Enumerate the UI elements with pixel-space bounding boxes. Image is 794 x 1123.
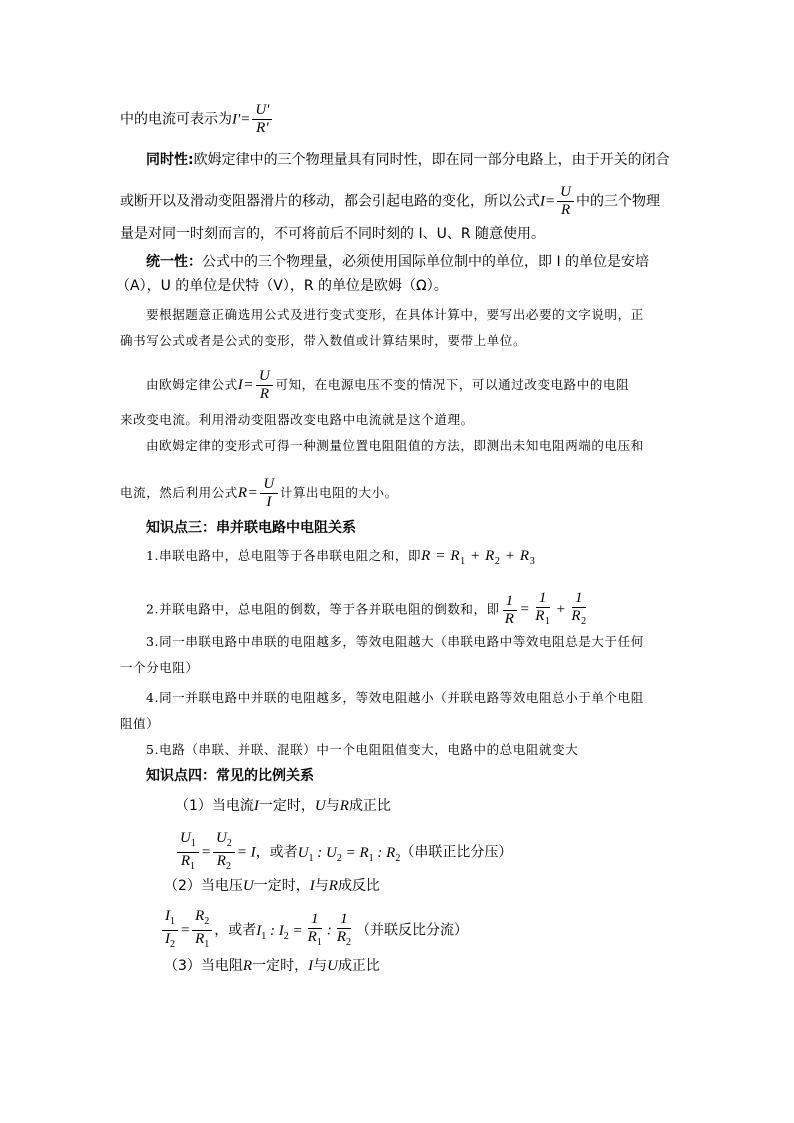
note-1-line-2	[120, 331, 526, 351]
text: 中的三个物理	[575, 193, 660, 210]
note-1-line-1	[146, 305, 644, 325]
heading-simultaneity: 同时性:	[146, 152, 194, 168]
equals: =	[545, 193, 556, 210]
line-current-expression	[120, 102, 274, 137]
numerator: U	[260, 476, 277, 494]
rule-4-line-1	[146, 688, 644, 708]
var-i: I	[237, 377, 244, 393]
fraction-u-i	[260, 476, 277, 511]
numerator: U'	[252, 102, 272, 120]
text: 3.同一串联电路中串联的电阻越多，等效电阻越大（串联电路中等效电阻总是大于任何	[146, 634, 644, 649]
section-heading-3	[146, 518, 356, 538]
text: 知识点四：常见的比例关系	[146, 768, 314, 784]
simultaneity-line-3	[120, 224, 545, 244]
rule-5	[146, 740, 578, 760]
fraction-u-r	[256, 368, 273, 403]
fraction-1-r2: $\frac{1}{R_2}$	[571, 590, 587, 627]
ratio-formula-1: $\frac{U_1}{R_1}$ = $\frac{U_2}{R_2}$ = I，或者$U_1$ : $U_2 = R_1$ : $R_2$（串联正比分压）	[175, 830, 512, 875]
denominator: I	[266, 494, 272, 510]
text: 1.串联电路中，总电阻等于各串联电阻之和，即	[146, 548, 422, 563]
equals: =	[240, 111, 251, 128]
text: 阻值）	[120, 716, 160, 731]
ratio-case-1: （1）当电流I一定时，U与R成正比	[175, 798, 391, 814]
uniformity-line-1	[146, 252, 649, 272]
fraction-1-r1: $\frac{1}{R_1}$	[307, 910, 322, 948]
fraction-1-r1: $\frac{1}{R_1}$	[535, 590, 551, 627]
formula-series: $R = R_1 + R_2 + R_3$	[421, 548, 536, 567]
denominator: R	[560, 202, 571, 218]
text: 电流，然后利用公式	[120, 485, 238, 500]
fraction-i1-i2: $\frac{I_1}{I_2}$	[162, 908, 178, 953]
text: 一个分电阻）	[120, 660, 199, 675]
text: 或断开以及滑动变阻器滑片的移动，都会引起电路的变化，所以公式	[120, 193, 540, 210]
note-2-line-1	[146, 368, 629, 403]
fraction-u1-r1: $\frac{U_1}{R_1}$	[177, 830, 199, 875]
fraction-1-r: $\frac{1}{R}$	[502, 593, 518, 628]
fraction-1-r2: $\frac{1}{R_2}$	[336, 910, 352, 948]
ratio-case-3: （3）当电阻R一定时，I与U成正比	[164, 958, 380, 974]
note-3-line-1	[146, 436, 644, 456]
fraction-u2-r2: $\frac{U_2}{R_2}$	[213, 830, 235, 875]
denominator: R'	[256, 120, 269, 136]
numerator: U	[557, 184, 574, 202]
text: 中的电流可表示为	[120, 111, 232, 128]
text: 确书写公式或者是公式的变形，带入数值或计算结果时，要带上单位。	[120, 333, 527, 348]
section-heading-4	[146, 766, 314, 786]
ratio-formula-2: $\frac{I_1}{I_2}$ = $\frac{R_2}{R_1}$ ，或者$I_1$ : $I_2$ = $\frac{1}{R_1}$ : $\frac{1}{R_2}$ （并联反比分流）	[160, 908, 468, 953]
var-r: R	[237, 485, 248, 501]
uniformity-line-2	[116, 276, 448, 296]
equals: =	[247, 485, 259, 501]
parallel-rule	[146, 590, 592, 630]
note-2-line-2	[120, 410, 474, 430]
text: 计算出电阻的大小。	[279, 485, 398, 500]
text: 2.并联电路中，总电阻的倒数，等于各并联电阻的倒数和，即	[146, 601, 500, 617]
text: 要根据题意正确选用公式及进行变式变形，在具体计算中，要写出必要的文字说明，正	[146, 307, 644, 322]
simultaneity-line-1	[146, 150, 670, 170]
text: 可知，在电源电压不变的情况下，可以通过改变电路中的电阻	[275, 377, 630, 392]
text: （A），U 的单位是伏特（V），R 的单位是欧姆（Ω）。	[116, 278, 448, 294]
text: 4.同一并联电路中并联的电阻越多，等效电阻越小（并联电路等效电阻总小于单个电阻	[146, 690, 644, 705]
numerator: U	[256, 368, 273, 386]
rule-3-line-2	[120, 658, 199, 678]
simultaneity-line-2	[120, 184, 660, 219]
text: 量是对同一时刻而言的，不可将前后不同时刻的 I、U、R 随意使用。	[120, 226, 546, 242]
equals: =	[243, 377, 255, 393]
var-i: I	[540, 193, 545, 210]
text: 由欧姆定律公式	[146, 377, 238, 392]
fraction-u-r	[557, 184, 574, 219]
text: 知识点三：串并联电路中电阻关系	[146, 520, 356, 536]
text: 来改变电流。利用滑动变阻器改变电路中电流就是这个道理。	[120, 412, 474, 427]
fraction-u-r-prime	[252, 102, 272, 137]
rule-4-line-2	[120, 714, 159, 734]
text: 欧姆定律中的三个物理量具有同时性，即在同一部分电路上，由于开关的闭合	[193, 152, 670, 168]
note-3-line-2	[120, 476, 398, 511]
plus: +	[555, 601, 567, 618]
text: 5.电路（串联、并联、混联）中一个电阻阻值变大，电路中的总电阻就变大	[146, 742, 579, 757]
heading-uniformity: 统一性：	[146, 254, 202, 270]
text: 公式中的三个物理量，必须使用国际单位制中的单位，即 I 的单位是安培	[202, 254, 650, 270]
fraction-r2-r1: $\frac{R_2}{R_1}$	[192, 908, 212, 953]
denominator: R	[259, 386, 270, 402]
text: 由欧姆定律的变形式可得一种测量位置电阻阻值的方法，即测出未知电阻两端的电压和	[146, 438, 644, 453]
series-rule	[146, 546, 535, 572]
equals: =	[519, 601, 531, 618]
rule-3-line-1	[146, 632, 644, 652]
ratio-case-2: （2）当电压U一定时，I与R成反比	[164, 878, 380, 894]
var-i-prime: I'	[232, 111, 241, 128]
